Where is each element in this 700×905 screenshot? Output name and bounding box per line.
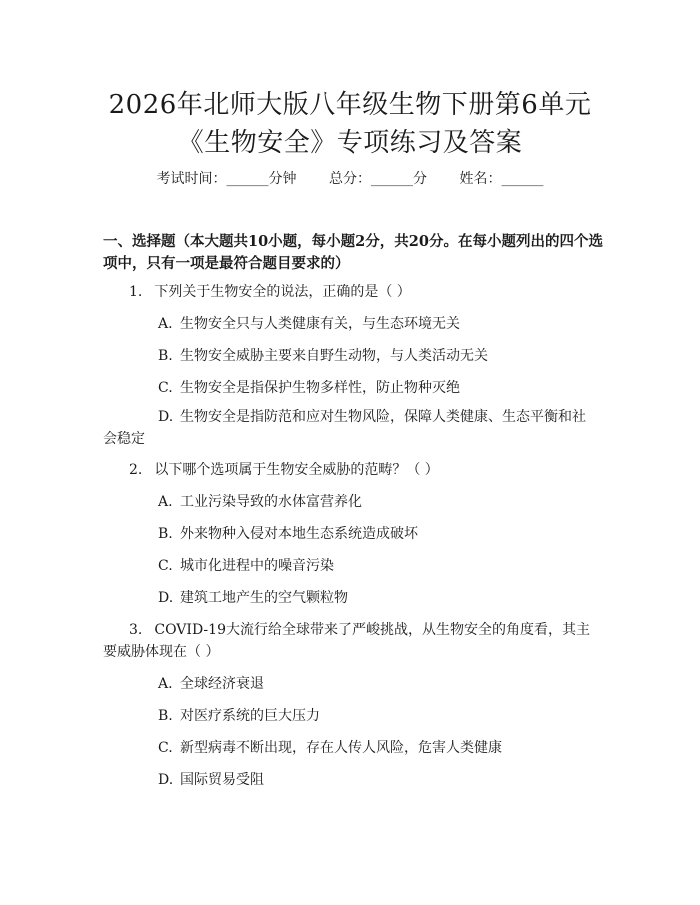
option-text: 生物安全是指保护生物多样性，防止物种灭绝: [180, 380, 460, 396]
option-text: 外来物种入侵对本地生态系统造成破坏: [180, 526, 418, 542]
question-number: 3.: [129, 622, 143, 638]
option-text: 新型病毒不断出现，存在人传人风险，危害人类健康: [180, 740, 502, 756]
option-3c: [158, 737, 598, 759]
question-text: COVID-19大流行给全球带来了严峻挑战，从生物安全的角度看，其主要威胁体现在（ ）: [103, 622, 590, 660]
option-letter: B.: [158, 708, 173, 724]
option-text: 城市化进程中的噪音污染: [180, 558, 334, 574]
question-number: 2.: [129, 462, 143, 478]
option-text: 对医疗系统的巨大压力: [180, 708, 320, 724]
option-1b: [158, 345, 598, 367]
option-text: 生物安全威胁主要来自野生动物，与人类活动无关: [180, 348, 488, 364]
option-letter: C.: [158, 558, 173, 574]
option-3b: [158, 705, 598, 727]
question-2: [103, 459, 603, 481]
option-2b: [158, 523, 598, 545]
section-heading: 一、选择题（本大题共10小题，每小题2分，共20分。在每小题列出的四个选项中，只有一项是最符合题目要求的）: [103, 233, 603, 272]
exam-time-field: 考试时间：______分钟: [156, 171, 297, 187]
total-score-field: 总分：______分: [329, 171, 427, 187]
option-letter: A.: [158, 494, 173, 510]
option-letter: C.: [158, 740, 173, 756]
option-2c: [158, 555, 598, 577]
question-3: [103, 619, 603, 663]
option-3d: [158, 769, 598, 791]
option-text: 建筑工地产生的空气颗粒物: [180, 590, 348, 606]
question-text: 下列关于生物安全的说法，正确的是（ ）: [154, 284, 411, 300]
option-letter: C.: [158, 380, 173, 396]
document-title-line-1: 2026年北师大版八年级生物下册第6单元: [108, 90, 592, 120]
question-number: 1.: [129, 284, 143, 300]
option-letter: D.: [158, 590, 174, 606]
option-text: 全球经济衰退: [180, 676, 264, 692]
exam-meta: [0, 168, 700, 188]
question-1: [103, 281, 603, 303]
question-text: 以下哪个选项属于生物安全威胁的范畴？（ ）: [154, 462, 439, 478]
document-title-line-2: 《生物安全》专项练习及答案: [177, 128, 523, 158]
option-letter: B.: [158, 348, 173, 364]
option-text: 国际贸易受阻: [180, 772, 264, 788]
option-letter: B.: [158, 526, 173, 542]
option-2a: [158, 491, 598, 513]
option-text: 生物安全是指防范和应对生物风险，保障人类健康、生态平衡和社会稳定: [103, 409, 586, 447]
option-letter: D.: [158, 409, 174, 425]
option-1d: [103, 406, 598, 450]
option-2d: [158, 587, 598, 609]
option-text: 工业污染导致的水体富营养化: [180, 494, 362, 510]
option-letter: D.: [158, 772, 174, 788]
option-1c: [158, 377, 598, 399]
student-name-field: 姓名：______: [459, 171, 544, 187]
option-letter: A.: [158, 676, 173, 692]
option-letter: A.: [158, 316, 173, 332]
option-3a: [158, 673, 598, 695]
option-text: 生物安全只与人类健康有关，与生态环境无关: [180, 316, 460, 332]
option-1a: [158, 313, 598, 335]
